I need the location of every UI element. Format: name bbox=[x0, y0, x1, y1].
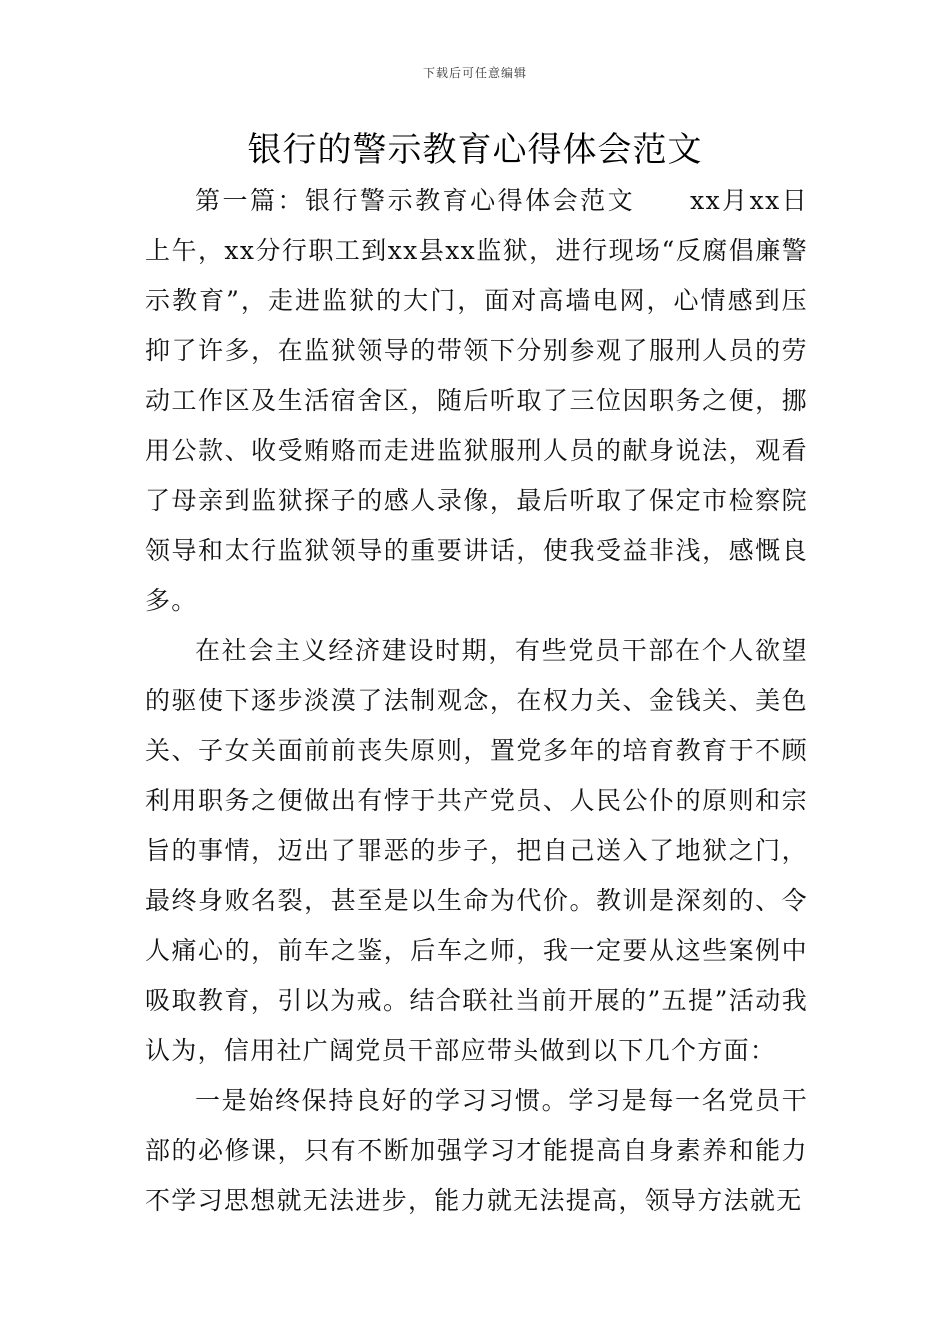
document-title: 银行的警示教育心得体会范文 bbox=[247, 130, 703, 170]
paragraph: 一是始终保持良好的学习习惯。学习是每一名党员干部的必修课，只有不断加强学习才能提高自身素养和能力不学习思想就无法进步，能力就无法提高，领导方法就无 bbox=[145, 1086, 808, 1215]
paragraph: 在社会主义经济建设时期，有些党员干部在个人欲望的驱使下逐步淡漠了法制观念，在权力关、金钱关、美色关、子女关面前前丧失原则，置党多年的培育教育于不顾利用职务之便做出有悖于共产党员、人民公仆的原则和宗旨的事情，迈出了罪恶的步子，把自己送入了地狱之门，最终身败名裂，甚至是以生命为代价。教训是深刻的、令人痛心的，前车之鉴，后车之师，我一定要从这些案例中吸取教育，引以为戒。结合联社当前开展的”五提”活动我认为，信用社广阔党员干部应带头做到以下几个方面： bbox=[145, 636, 808, 1065]
document-body bbox=[145, 176, 808, 1226]
header-note: 下载后可任意编辑 bbox=[422, 66, 527, 80]
paragraph: 第一篇：银行警示教育心得体会范文 xx月xx日上午，xx分行职工到xx县xx监狱，进行现场“反腐倡廉警示教育”，走进监狱的大门，面对高墙电网，心情感到压抑了许多，在监狱领导的带领下分别参观了服刑人员的劳动工作区及生活宿舍区，随后听取了三位因职务之便，挪用公款、收受贿赂而走进监狱服刑人员的献身说法，观看了母亲到监狱探子的感人录像，最后听取了保定市检察院领导和太行监狱领导的重要讲话，使我受益非浅，感慨良多。 bbox=[145, 186, 808, 615]
